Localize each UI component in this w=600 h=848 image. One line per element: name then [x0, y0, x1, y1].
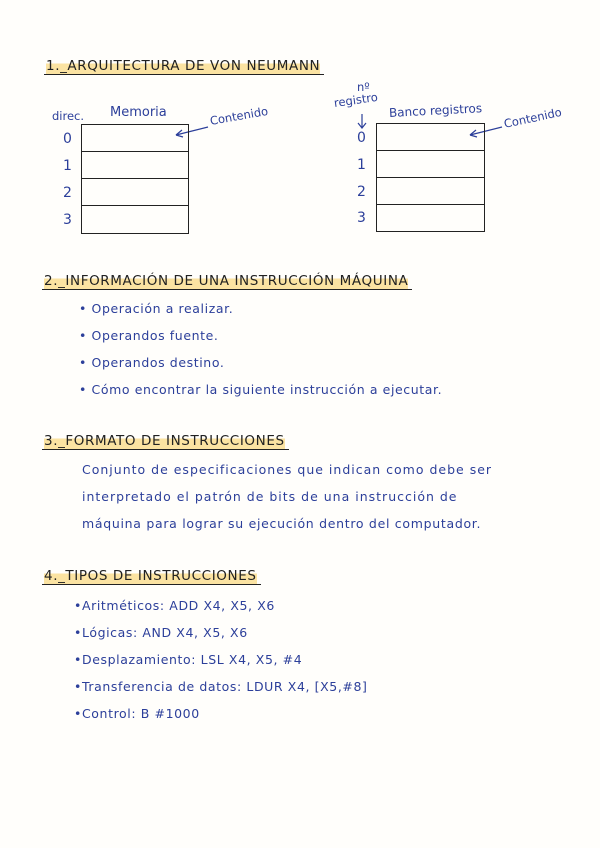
register-row-number: 0 [357, 130, 366, 146]
register-number-label: nº [357, 80, 370, 94]
section3-text-line: Conjunto de especificaciones que indican como debe ser [82, 462, 493, 477]
section2-bullet: • Operación a realizar. [79, 301, 234, 316]
register-table [376, 123, 485, 232]
section4-item: •Transferencia de datos: LDUR X4, [X5,#8] [74, 679, 368, 694]
register-cell [377, 178, 484, 205]
section2-bullet: • Operandos destino. [79, 355, 225, 370]
register-row-number: 1 [357, 157, 366, 173]
section3-text-line: máquina para lograr su ejecución dentro del computador. [82, 516, 482, 531]
memory-cell [82, 152, 188, 179]
memory-cell [82, 206, 188, 233]
section3-heading: 3._FORMATO DE INSTRUCCIONES [42, 433, 289, 450]
memory-title: Memoria [110, 105, 167, 120]
register-cell [377, 124, 484, 151]
register-cell [377, 205, 484, 232]
register-row-number: 3 [357, 210, 366, 226]
section2-bullet: • Operandos fuente. [79, 328, 219, 343]
register-content-label: Contenido [502, 104, 563, 131]
section3-text-line: interpretado el patrón de bits de una instrucción de [82, 489, 458, 504]
register-down-arrow-icon [356, 113, 368, 131]
memory-content-label: Contenido [208, 103, 270, 128]
register-bank-title: Banco registros [388, 101, 483, 120]
memory-cell [82, 179, 188, 206]
section4-item: •Lógicas: AND X4, X5, X6 [74, 625, 248, 640]
section4-item: •Desplazamiento: LSL X4, X5, #4 [74, 652, 303, 667]
section4-item: •Control: B #1000 [74, 706, 200, 721]
section1-heading: 1._ARQUITECTURA DE VON NEUMANN [44, 58, 324, 75]
section4-heading: 4._TIPOS DE INSTRUCCIONES [42, 568, 261, 585]
section2-bullet: • Cómo encontrar la siguiente instrucción a ejecutar. [79, 382, 443, 397]
section4-item: •Aritméticos: ADD X4, X5, X6 [74, 598, 275, 613]
memory-address-label: direc. [52, 109, 85, 123]
memory-row-address: 1 [63, 158, 72, 174]
register-row-number: 2 [357, 184, 366, 200]
section2-heading: 2._INFORMACIÓN DE UNA INSTRUCCIÓN MÁQUINA [42, 273, 412, 290]
memory-table [81, 124, 189, 234]
memory-row-address: 3 [63, 212, 72, 228]
memory-row-address: 0 [63, 131, 72, 147]
memory-cell [82, 125, 188, 152]
memory-row-address: 2 [63, 185, 72, 201]
register-number-label: registro [333, 89, 379, 110]
register-cell [377, 151, 484, 178]
